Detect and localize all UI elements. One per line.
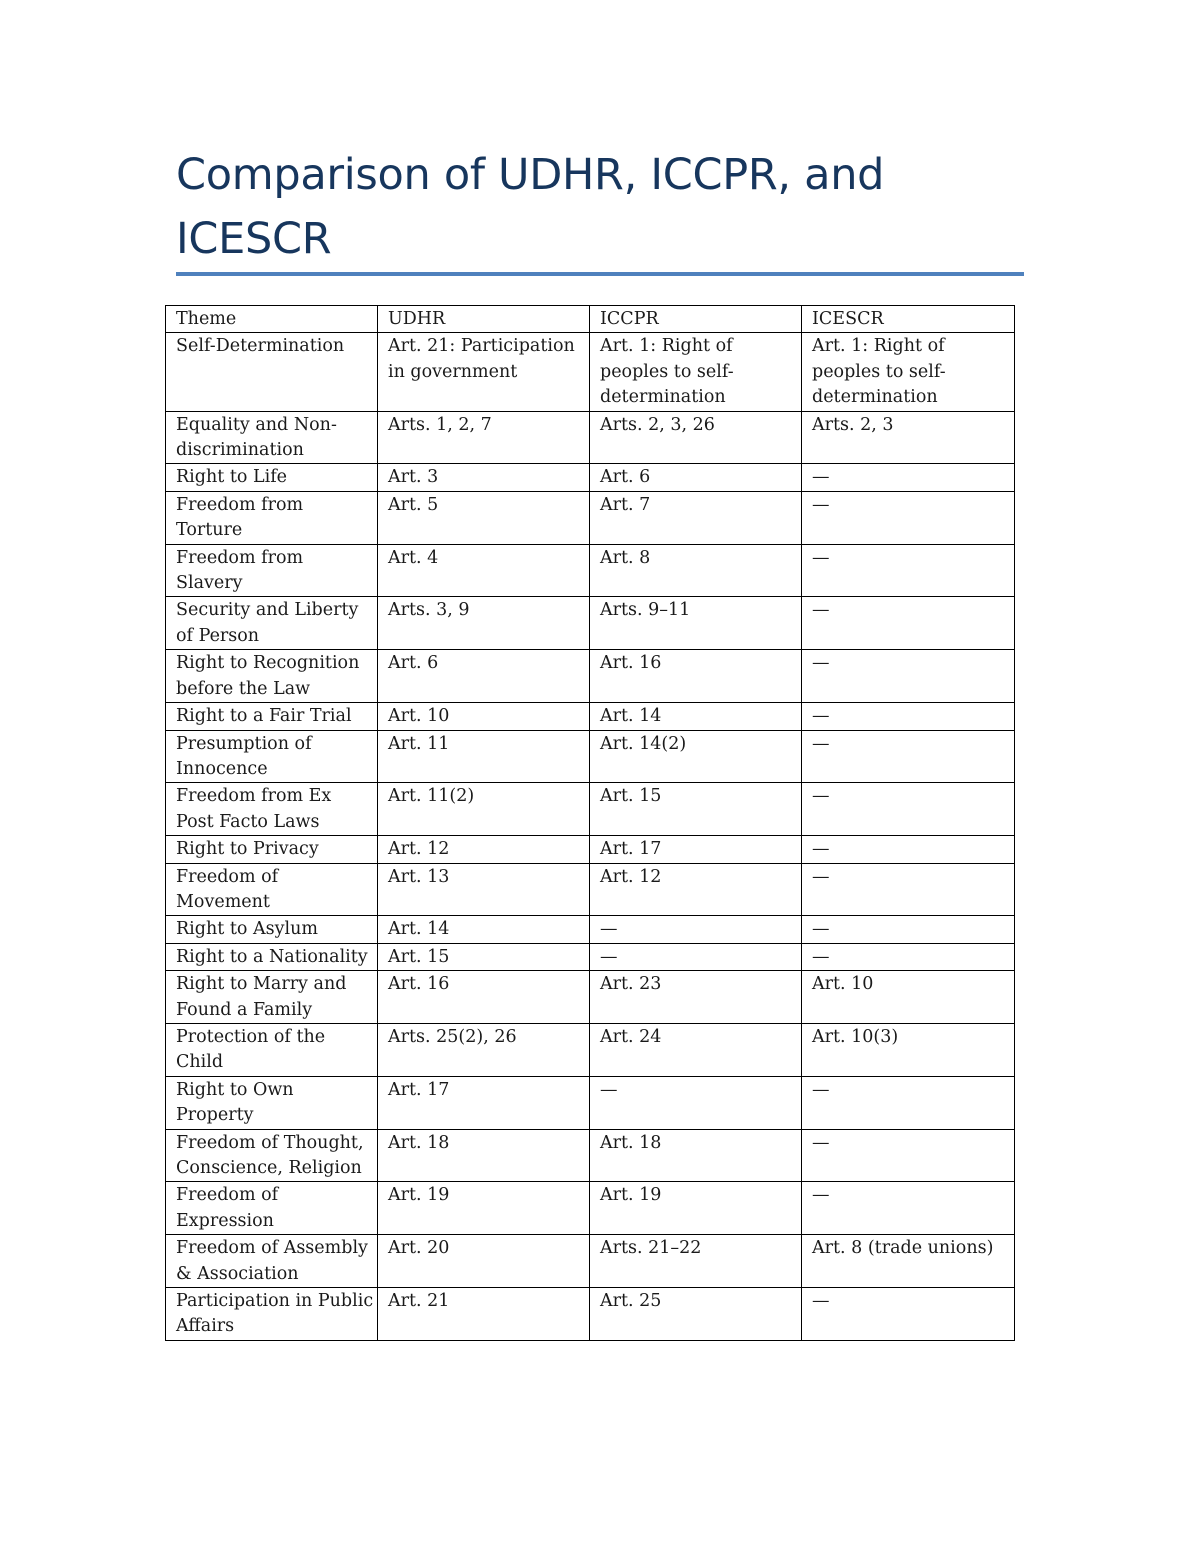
cell-icescr: — (802, 730, 1015, 783)
cell-icescr: Arts. 2, 3 (802, 411, 1015, 464)
table-row (166, 730, 1015, 783)
cell-udhr: Art. 11(2) (378, 783, 590, 836)
cell-udhr: Art. 3 (378, 464, 590, 491)
header-cell-theme: Theme (166, 306, 378, 333)
table-row (166, 1076, 1015, 1129)
cell-icescr: — (802, 836, 1015, 863)
cell-udhr: Art. 13 (378, 863, 590, 916)
cell-theme: Freedom of Thought, Conscience, Religion (166, 1129, 378, 1182)
table-row (166, 783, 1015, 836)
cell-iccpr: Art. 15 (590, 783, 802, 836)
cell-udhr: Arts. 1, 2, 7 (378, 411, 590, 464)
cell-theme: Freedom of Assembly & Association (166, 1235, 378, 1288)
title-underline (176, 272, 1024, 276)
cell-icescr: — (802, 1076, 1015, 1129)
cell-iccpr: Art. 8 (590, 544, 802, 597)
cell-iccpr: Art. 14(2) (590, 730, 802, 783)
cell-iccpr: Art. 12 (590, 863, 802, 916)
cell-icescr: Art. 10(3) (802, 1023, 1015, 1076)
cell-theme: Presumption of Innocence (166, 730, 378, 783)
cell-iccpr: — (590, 916, 802, 943)
cell-theme: Security and Liberty of Person (166, 597, 378, 650)
header-cell-udhr: UDHR (378, 306, 590, 333)
table-row (166, 464, 1015, 491)
cell-icescr: — (802, 1288, 1015, 1341)
table-row (166, 863, 1015, 916)
cell-theme: Protection of the Child (166, 1023, 378, 1076)
cell-iccpr: Art. 14 (590, 703, 802, 730)
cell-iccpr: Art. 18 (590, 1129, 802, 1182)
cell-iccpr: Art. 1: Right of peoples to self-determination (590, 333, 802, 411)
cell-icescr: — (802, 783, 1015, 836)
cell-iccpr: Art. 16 (590, 650, 802, 703)
comparison-table (165, 305, 1015, 1341)
cell-udhr: Art. 18 (378, 1129, 590, 1182)
table-row (166, 1129, 1015, 1182)
table-row (166, 597, 1015, 650)
cell-icescr: — (802, 464, 1015, 491)
table-row (166, 1182, 1015, 1235)
cell-udhr: Art. 11 (378, 730, 590, 783)
comparison-table-body (166, 306, 1015, 1341)
cell-udhr: Art. 20 (378, 1235, 590, 1288)
cell-iccpr: Art. 7 (590, 491, 802, 544)
cell-theme: Freedom of Movement (166, 863, 378, 916)
cell-udhr: Art. 12 (378, 836, 590, 863)
table-row (166, 1288, 1015, 1341)
cell-theme: Freedom of Expression (166, 1182, 378, 1235)
cell-theme: Equality and Non-discrimination (166, 411, 378, 464)
header-cell-icescr: ICESCR (802, 306, 1015, 333)
cell-iccpr: Art. 25 (590, 1288, 802, 1341)
cell-udhr: Art. 14 (378, 916, 590, 943)
cell-icescr: Art. 8 (trade unions) (802, 1235, 1015, 1288)
cell-icescr: — (802, 597, 1015, 650)
table-row (166, 411, 1015, 464)
cell-iccpr: Art. 24 (590, 1023, 802, 1076)
document-title: Comparison of UDHR, ICCPR, and ICESCR (176, 150, 885, 264)
cell-icescr: — (802, 943, 1015, 970)
cell-theme: Right to Recognition before the Law (166, 650, 378, 703)
cell-udhr: Art. 4 (378, 544, 590, 597)
cell-icescr: — (802, 544, 1015, 597)
table-row (166, 971, 1015, 1024)
cell-theme: Right to a Nationality (166, 943, 378, 970)
cell-udhr: Art. 6 (378, 650, 590, 703)
cell-udhr: Art. 16 (378, 971, 590, 1024)
cell-theme: Participation in Public Affairs (166, 1288, 378, 1341)
cell-icescr: — (802, 916, 1015, 943)
cell-iccpr: Art. 6 (590, 464, 802, 491)
cell-udhr: Art. 15 (378, 943, 590, 970)
header-cell-iccpr: ICCPR (590, 306, 802, 333)
cell-udhr: Arts. 25(2), 26 (378, 1023, 590, 1076)
cell-udhr: Art. 10 (378, 703, 590, 730)
cell-icescr: — (802, 703, 1015, 730)
table-row (166, 491, 1015, 544)
cell-theme: Right to Life (166, 464, 378, 491)
cell-iccpr: Arts. 21–22 (590, 1235, 802, 1288)
table-row (166, 916, 1015, 943)
table-row (166, 703, 1015, 730)
cell-icescr: — (802, 1129, 1015, 1182)
cell-iccpr: Arts. 2, 3, 26 (590, 411, 802, 464)
cell-theme: Freedom from Torture (166, 491, 378, 544)
cell-theme: Right to a Fair Trial (166, 703, 378, 730)
cell-udhr: Arts. 3, 9 (378, 597, 590, 650)
cell-udhr: Art. 21 (378, 1288, 590, 1341)
table-header-row (166, 306, 1015, 333)
cell-icescr: — (802, 863, 1015, 916)
cell-iccpr: Art. 23 (590, 971, 802, 1024)
cell-theme: Right to Privacy (166, 836, 378, 863)
cell-theme: Right to Marry and Found a Family (166, 971, 378, 1024)
table-row (166, 650, 1015, 703)
cell-iccpr: — (590, 943, 802, 970)
cell-udhr: Art. 5 (378, 491, 590, 544)
cell-icescr: — (802, 491, 1015, 544)
cell-icescr: — (802, 1182, 1015, 1235)
table-row (166, 836, 1015, 863)
table-row (166, 1023, 1015, 1076)
table-row (166, 544, 1015, 597)
table-row (166, 943, 1015, 970)
cell-udhr: Art. 19 (378, 1182, 590, 1235)
cell-icescr: Art. 10 (802, 971, 1015, 1024)
cell-icescr: Art. 1: Right of peoples to self-determination (802, 333, 1015, 411)
cell-theme: Freedom from Ex Post Facto Laws (166, 783, 378, 836)
cell-iccpr: Art. 17 (590, 836, 802, 863)
cell-udhr: Art. 21: Participation in government (378, 333, 590, 411)
cell-theme: Right to Asylum (166, 916, 378, 943)
cell-theme: Self-Determination (166, 333, 378, 411)
cell-theme: Right to Own Property (166, 1076, 378, 1129)
cell-iccpr: — (590, 1076, 802, 1129)
cell-theme: Freedom from Slavery (166, 544, 378, 597)
cell-iccpr: Art. 19 (590, 1182, 802, 1235)
cell-icescr: — (802, 650, 1015, 703)
table-row (166, 333, 1015, 411)
cell-udhr: Art. 17 (378, 1076, 590, 1129)
table-row (166, 1235, 1015, 1288)
cell-iccpr: Arts. 9–11 (590, 597, 802, 650)
